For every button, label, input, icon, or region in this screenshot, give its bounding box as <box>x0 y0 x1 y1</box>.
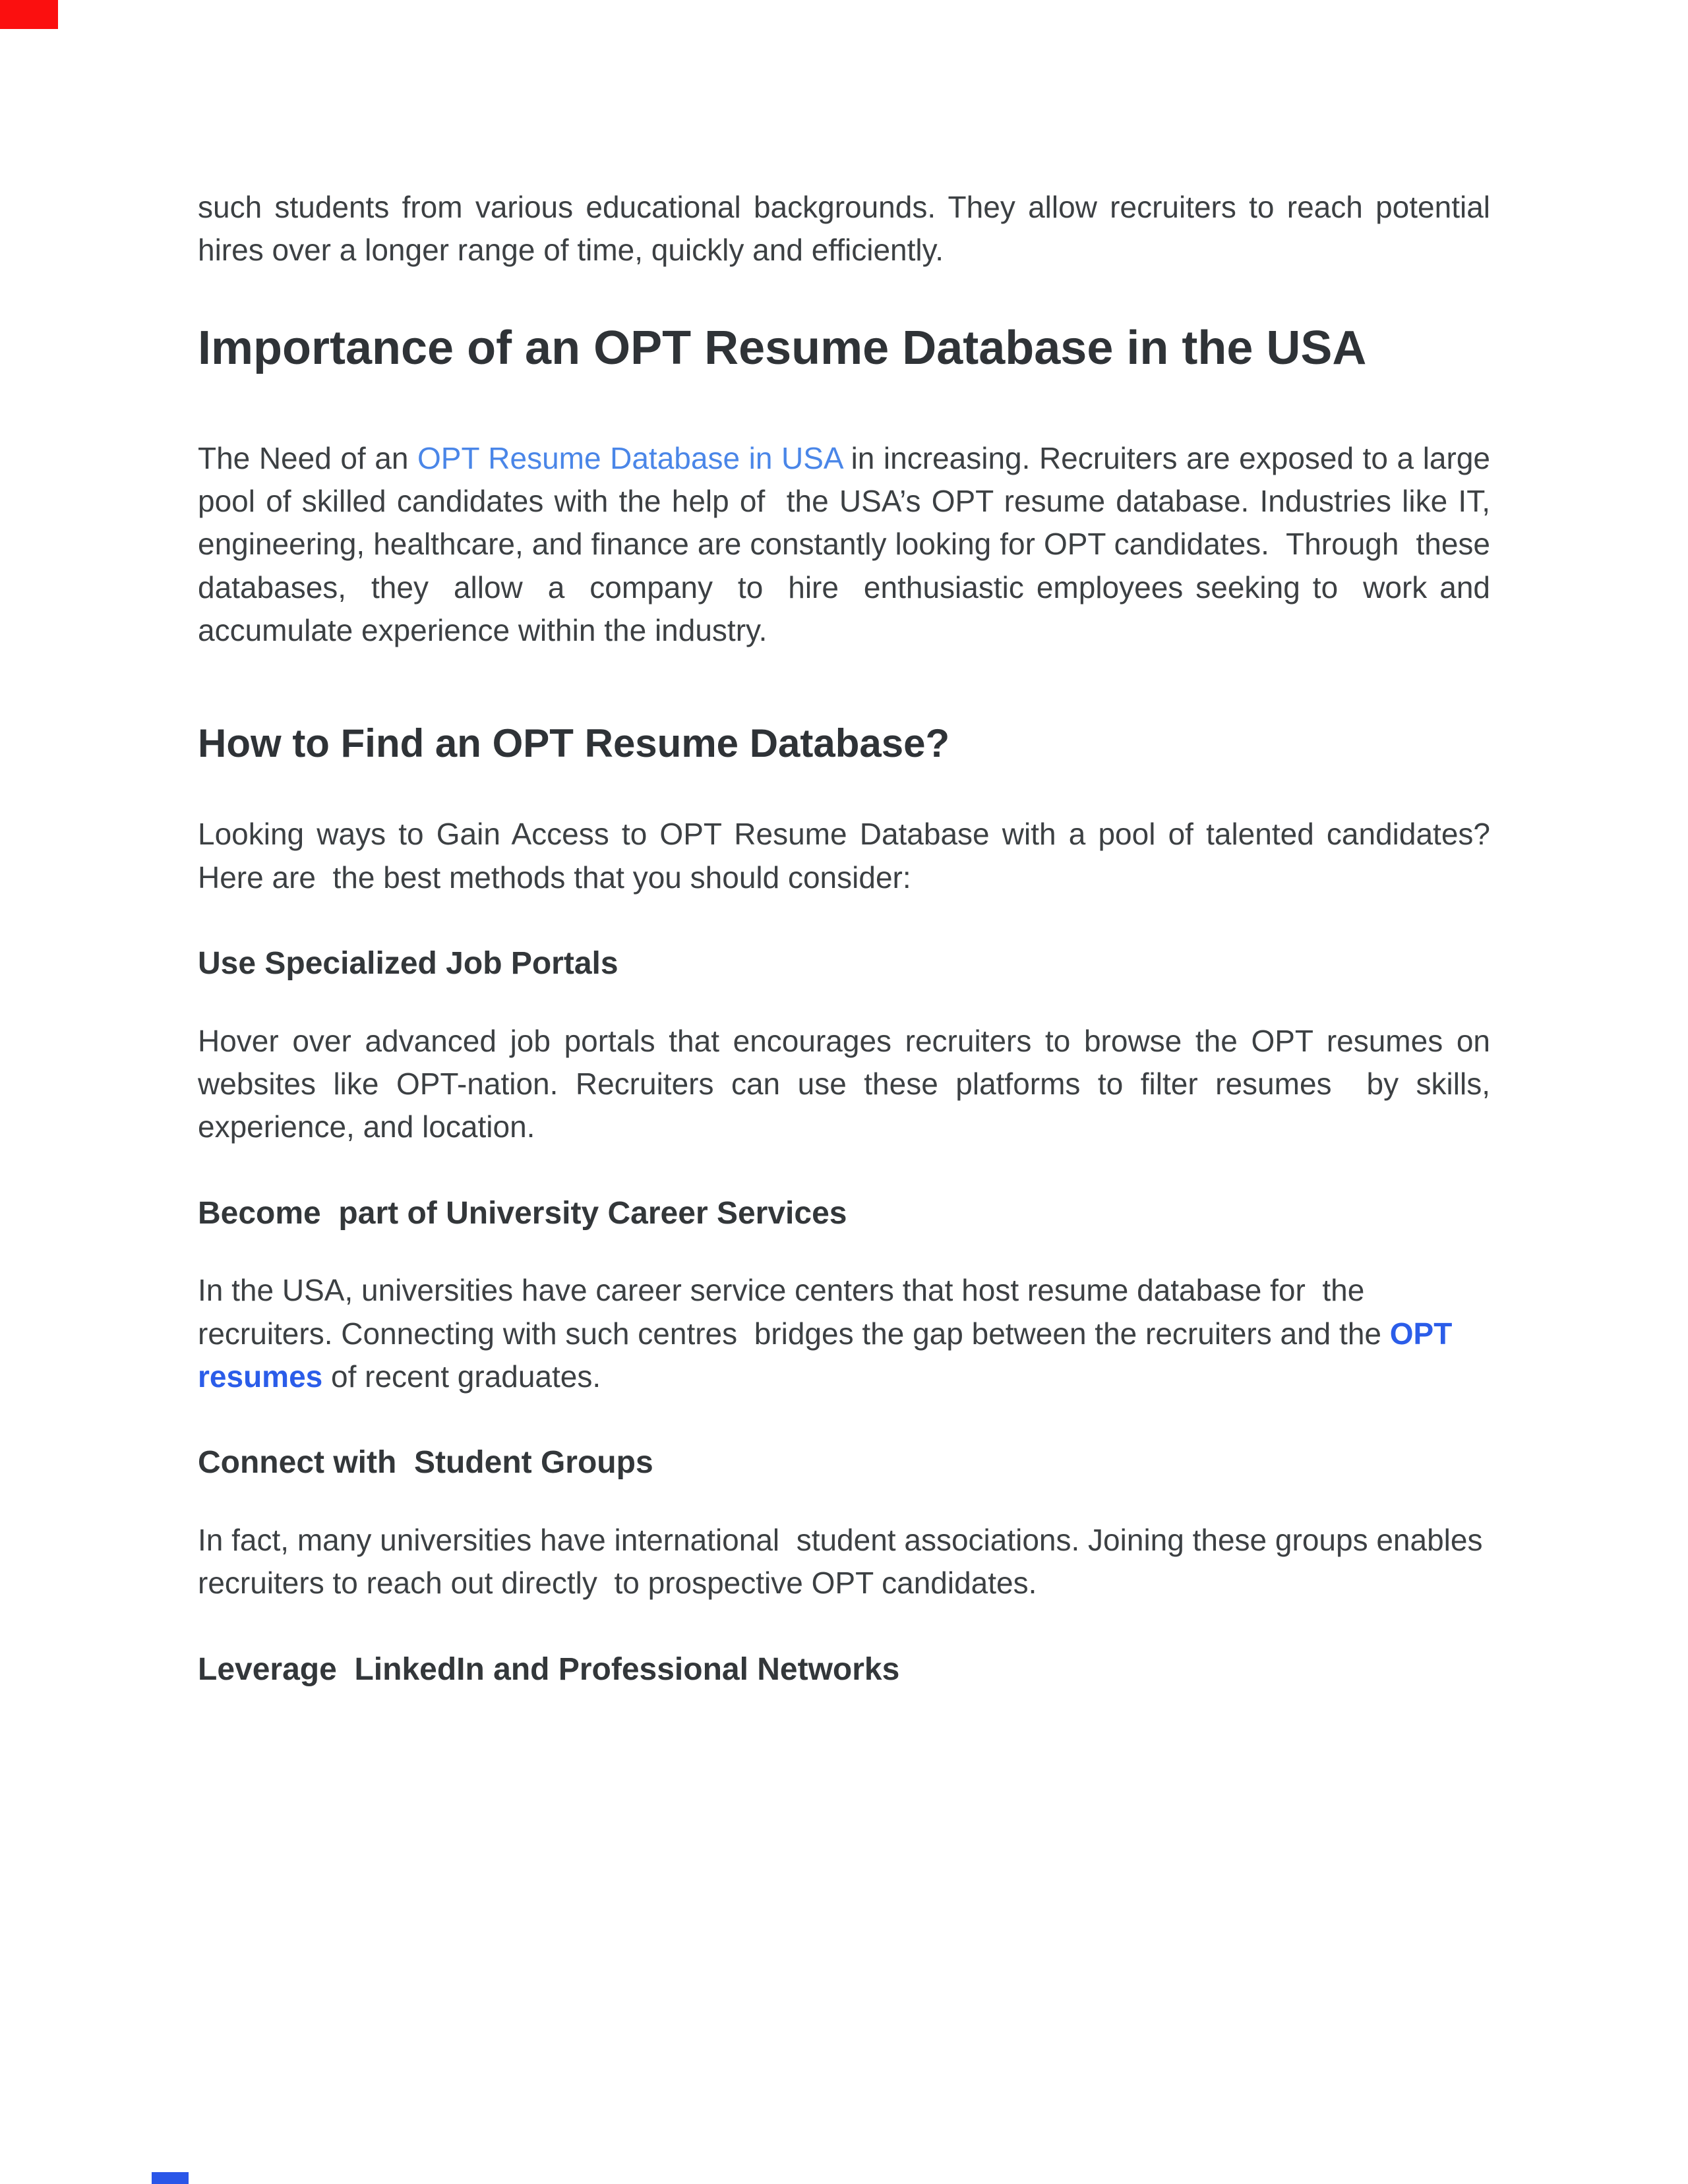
text-run: How to Find an OPT Resume Database? <box>198 721 950 766</box>
text-run: Connect with Student Groups <box>198 1445 653 1481</box>
opt-resumes-link[interactable]: OPT resumes <box>198 1316 1461 1394</box>
text-run: Become part of University Career Services <box>198 1195 847 1231</box>
text-run: The Need of an <box>198 440 417 475</box>
heading-university-career-services <box>198 1193 1490 1235</box>
text-run: In the USA, universities have career service centers that host resume database for the recruiters. Connecting with such centres bridges the gap between the recruiters and the <box>198 1273 1390 1351</box>
text-run: In fact, many universities have international student associations. Joining these groups enables recruiters to reach out directly to prospective OPT candidates. <box>198 1523 1492 1601</box>
document-content <box>198 186 1507 1726</box>
heading-student-groups <box>198 1442 1490 1485</box>
text-run: in increasing. Recruiters are exposed to a large pool of skilled candidates with the help of the USA’s OPT resume database. Industries like IT, engineering, healthcare, and finance are constantly looking for OPT candidates. Through these databases, they allow a company to hire enthusiastic employees seeking to work and accumulate experience within the industry. <box>198 440 1507 647</box>
importance-paragraph <box>198 437 1507 653</box>
text-run: Use Specialized Job Portals <box>198 945 618 981</box>
job-portals-paragraph <box>198 1020 1499 1149</box>
text-run: Looking ways to Gain Access to OPT Resume Database with a pool of talented candidates? Here are the best methods that you should consider: <box>198 817 1507 895</box>
bottom-blue-marker <box>152 2172 189 2184</box>
text-run: such students from various educational backgrounds. They allow recruiters to reach potential hires over a longer range of time, quickly and efficiently. <box>198 190 1499 268</box>
how-to-find-paragraph <box>198 813 1507 899</box>
student-groups-paragraph <box>198 1519 1490 1605</box>
opt-resume-database-link[interactable]: OPT Resume Database in USA <box>417 440 843 475</box>
heading-how-to-find <box>198 718 1490 769</box>
heading-importance <box>198 318 1490 378</box>
text-run: Leverage LinkedIn and Professional Networks <box>198 1651 900 1687</box>
text-run: of recent graduates. <box>322 1359 601 1394</box>
top-left-red-marker <box>0 0 58 29</box>
text-run: Hover over advanced job portals that encourages recruiters to browse the OPT resumes on websites like OPT-nation. Recruiters can use these platforms to filter resumes by skills, experience, and location. <box>198 1023 1499 1144</box>
text-run: Importance of an OPT Resume Database in the USA <box>198 321 1367 374</box>
heading-linkedin-networks <box>198 1649 1490 1692</box>
heading-job-portals <box>198 943 1490 986</box>
intro-paragraph <box>198 186 1499 272</box>
university-career-paragraph <box>198 1269 1490 1398</box>
